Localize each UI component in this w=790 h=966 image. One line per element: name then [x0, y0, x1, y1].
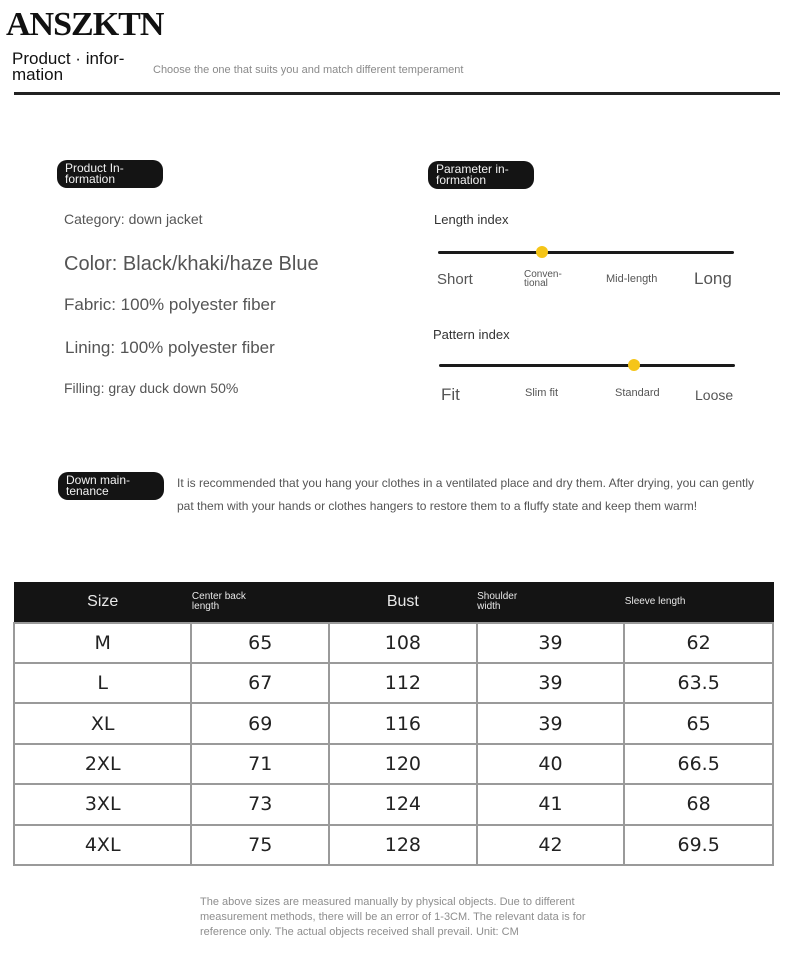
table-cell: 67: [191, 663, 329, 703]
length-index-knob: [536, 246, 548, 258]
size-table: [13, 582, 774, 866]
maintenance-badge: Down main-tenance: [58, 472, 164, 500]
table-cell: 65: [624, 703, 773, 743]
product-info-badge: Product In-formation: [57, 160, 163, 188]
table-cell: 62: [624, 623, 773, 663]
parameter-info-badge: Parameter in-formation: [428, 161, 534, 189]
table-cell: 39: [477, 663, 625, 703]
col-center-back-length: Center back length: [191, 583, 329, 623]
pattern-tick-fit: Fit: [441, 385, 460, 404]
length-index-label: Length index: [434, 212, 509, 227]
table-cell: 120: [329, 744, 477, 784]
color-text: Color: Black/khaki/haze Blue: [64, 253, 319, 275]
pattern-tick-slim: Slim fit: [525, 387, 558, 399]
pattern-index-label: Pattern index: [433, 327, 510, 342]
table-cell: 3XL: [14, 784, 191, 824]
table-cell: 66.5: [624, 744, 773, 784]
table-cell: 124: [329, 784, 477, 824]
measurement-note: The above sizes are measured manually by physical objects. Due to different measurement methods, there will be an error of 1-3CM. The relevant data is for reference only. The actual objects received shall prevail. Unit: CM: [200, 896, 586, 938]
length-index-slider: [438, 251, 734, 254]
pattern-tick-loose: Loose: [695, 387, 734, 403]
table-cell: 75: [191, 825, 329, 865]
category-text: Category: down jacket: [64, 211, 203, 227]
col-sleeve-length: Sleeve length: [624, 583, 773, 623]
table-cell: XL: [14, 703, 191, 743]
page-title: Product · infor-mation: [12, 49, 125, 84]
table-cell: 73: [191, 784, 329, 824]
table-cell: 112: [329, 663, 477, 703]
table-cell: 4XL: [14, 825, 191, 865]
table-row: [14, 663, 773, 703]
pattern-index-knob: [628, 359, 640, 371]
pattern-index-slider: [439, 364, 735, 367]
table-row: [14, 744, 773, 784]
table-row: [14, 703, 773, 743]
brand-logo: ANSZKTN: [6, 6, 164, 43]
page-subtitle: Choose the one that suits you and match different temperament: [153, 64, 464, 76]
length-tick-short: Short: [437, 271, 473, 288]
table-cell: 65: [191, 623, 329, 663]
table-cell: 39: [477, 623, 625, 663]
table-row: [14, 825, 773, 865]
fabric-text: Fabric: 100% polyester fiber: [64, 295, 276, 314]
table-cell: 108: [329, 623, 477, 663]
filling-text: Filling: gray duck down 50%: [64, 380, 239, 396]
table-cell: 41: [477, 784, 625, 824]
length-tick-mid: Mid-length: [606, 273, 658, 285]
table-cell: 39: [477, 703, 625, 743]
header-divider: [14, 92, 780, 95]
maintenance-text: It is recommended that you hang your clothes in a ventilated place and dry them. After drying, you can gently pat them with your hands or clothes hangers to restore them to a fluffy state and keep them warm!: [177, 476, 754, 513]
table-cell: 71: [191, 744, 329, 784]
table-cell: L: [14, 663, 191, 703]
table-cell: 116: [329, 703, 477, 743]
col-shoulder-width: Shoulder width: [477, 583, 625, 623]
table-cell: 42: [477, 825, 625, 865]
table-cell: 40: [477, 744, 625, 784]
table-cell: 69.5: [624, 825, 773, 865]
col-bust: Bust: [329, 583, 477, 623]
table-cell: 69: [191, 703, 329, 743]
table-cell: M: [14, 623, 191, 663]
length-tick-long: Long: [694, 269, 732, 288]
table-row: [14, 784, 773, 824]
length-tick-conventional: Conven-tional: [524, 269, 562, 289]
table-cell: 2XL: [14, 744, 191, 784]
pattern-tick-standard: Standard: [615, 387, 660, 399]
col-size: Size: [14, 583, 191, 623]
table-cell: 128: [329, 825, 477, 865]
table-cell: 63.5: [624, 663, 773, 703]
table-cell: 68: [624, 784, 773, 824]
lining-text: Lining: 100% polyester fiber: [65, 338, 275, 357]
size-table-header: [14, 583, 773, 623]
table-row: [14, 623, 773, 663]
